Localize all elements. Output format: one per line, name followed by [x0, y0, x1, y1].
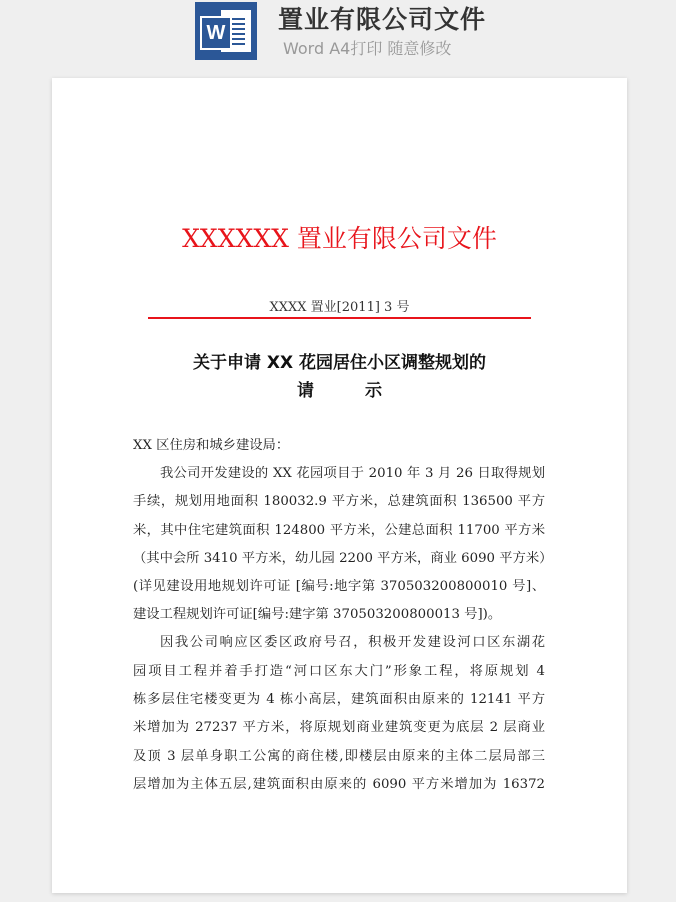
paragraph-line: 建设工程规划许可证[编号:建字第 370503200800013 号])。: [133, 607, 502, 622]
banner: [0, 0, 676, 70]
paragraph-line: （其中会所 3410 平方米，幼儿园 2200 平方米，商业 6090 平方米）: [133, 551, 553, 566]
banner-title: 置业有限公司文件: [278, 5, 487, 34]
paragraph-line: 我公司开发建设的 XX 花园项目于 2010 年 3 月 26 日取得规划: [160, 466, 545, 481]
document-page: [52, 78, 627, 893]
banner-subtitle: Word A4打印 随意修改: [283, 39, 452, 58]
subject-line-2: 请 示: [297, 381, 382, 401]
red-divider: [148, 317, 531, 319]
document-header: XXXXXX 置业有限公司文件: [182, 224, 497, 253]
paragraph-line: 栋多层住宅楼变更为 4 栋小高层，建筑面积由原来的 12141 平方: [133, 692, 545, 707]
paragraph-line: 层增加为主体五层,建筑面积由原来的 6090 平方米增加为 16372: [133, 777, 545, 792]
salutation: XX 区住房和城乡建设局：: [133, 438, 290, 453]
paragraph-line: 米，其中住宅建筑面积 124800 平方米，公建总面积 11700 平方米: [133, 523, 545, 538]
paragraph-line: 及顶 3 层单身职工公寓的商住楼,即楼层由原来的主体二层局部三: [133, 749, 545, 764]
paragraph-line: 因我公司响应区委区政府号召，积极开发建设河口区东湖花: [160, 635, 545, 650]
document-number: XXXX 置业[2011] 3 号: [269, 300, 410, 315]
paragraph-line: 园项目工程并着手打造“河口区东大门”形象工程，将原规划 4: [133, 664, 545, 679]
paragraph-line: 手续，规划用地面积 180032.9 平方米，总建筑面积 136500 平方: [133, 494, 545, 509]
paragraph-line: (详见建设用地规划许可证 [编号:地字第 370503200800010 号]、: [133, 579, 545, 594]
word-logo-icon: W: [195, 2, 257, 60]
subject-line-1: 关于申请 XX 花园居住小区调整规划的: [192, 353, 487, 373]
paragraph-line: 米增加为 27237 平方米，将原规划商业建筑变更为底层 2 层商业: [133, 720, 545, 735]
